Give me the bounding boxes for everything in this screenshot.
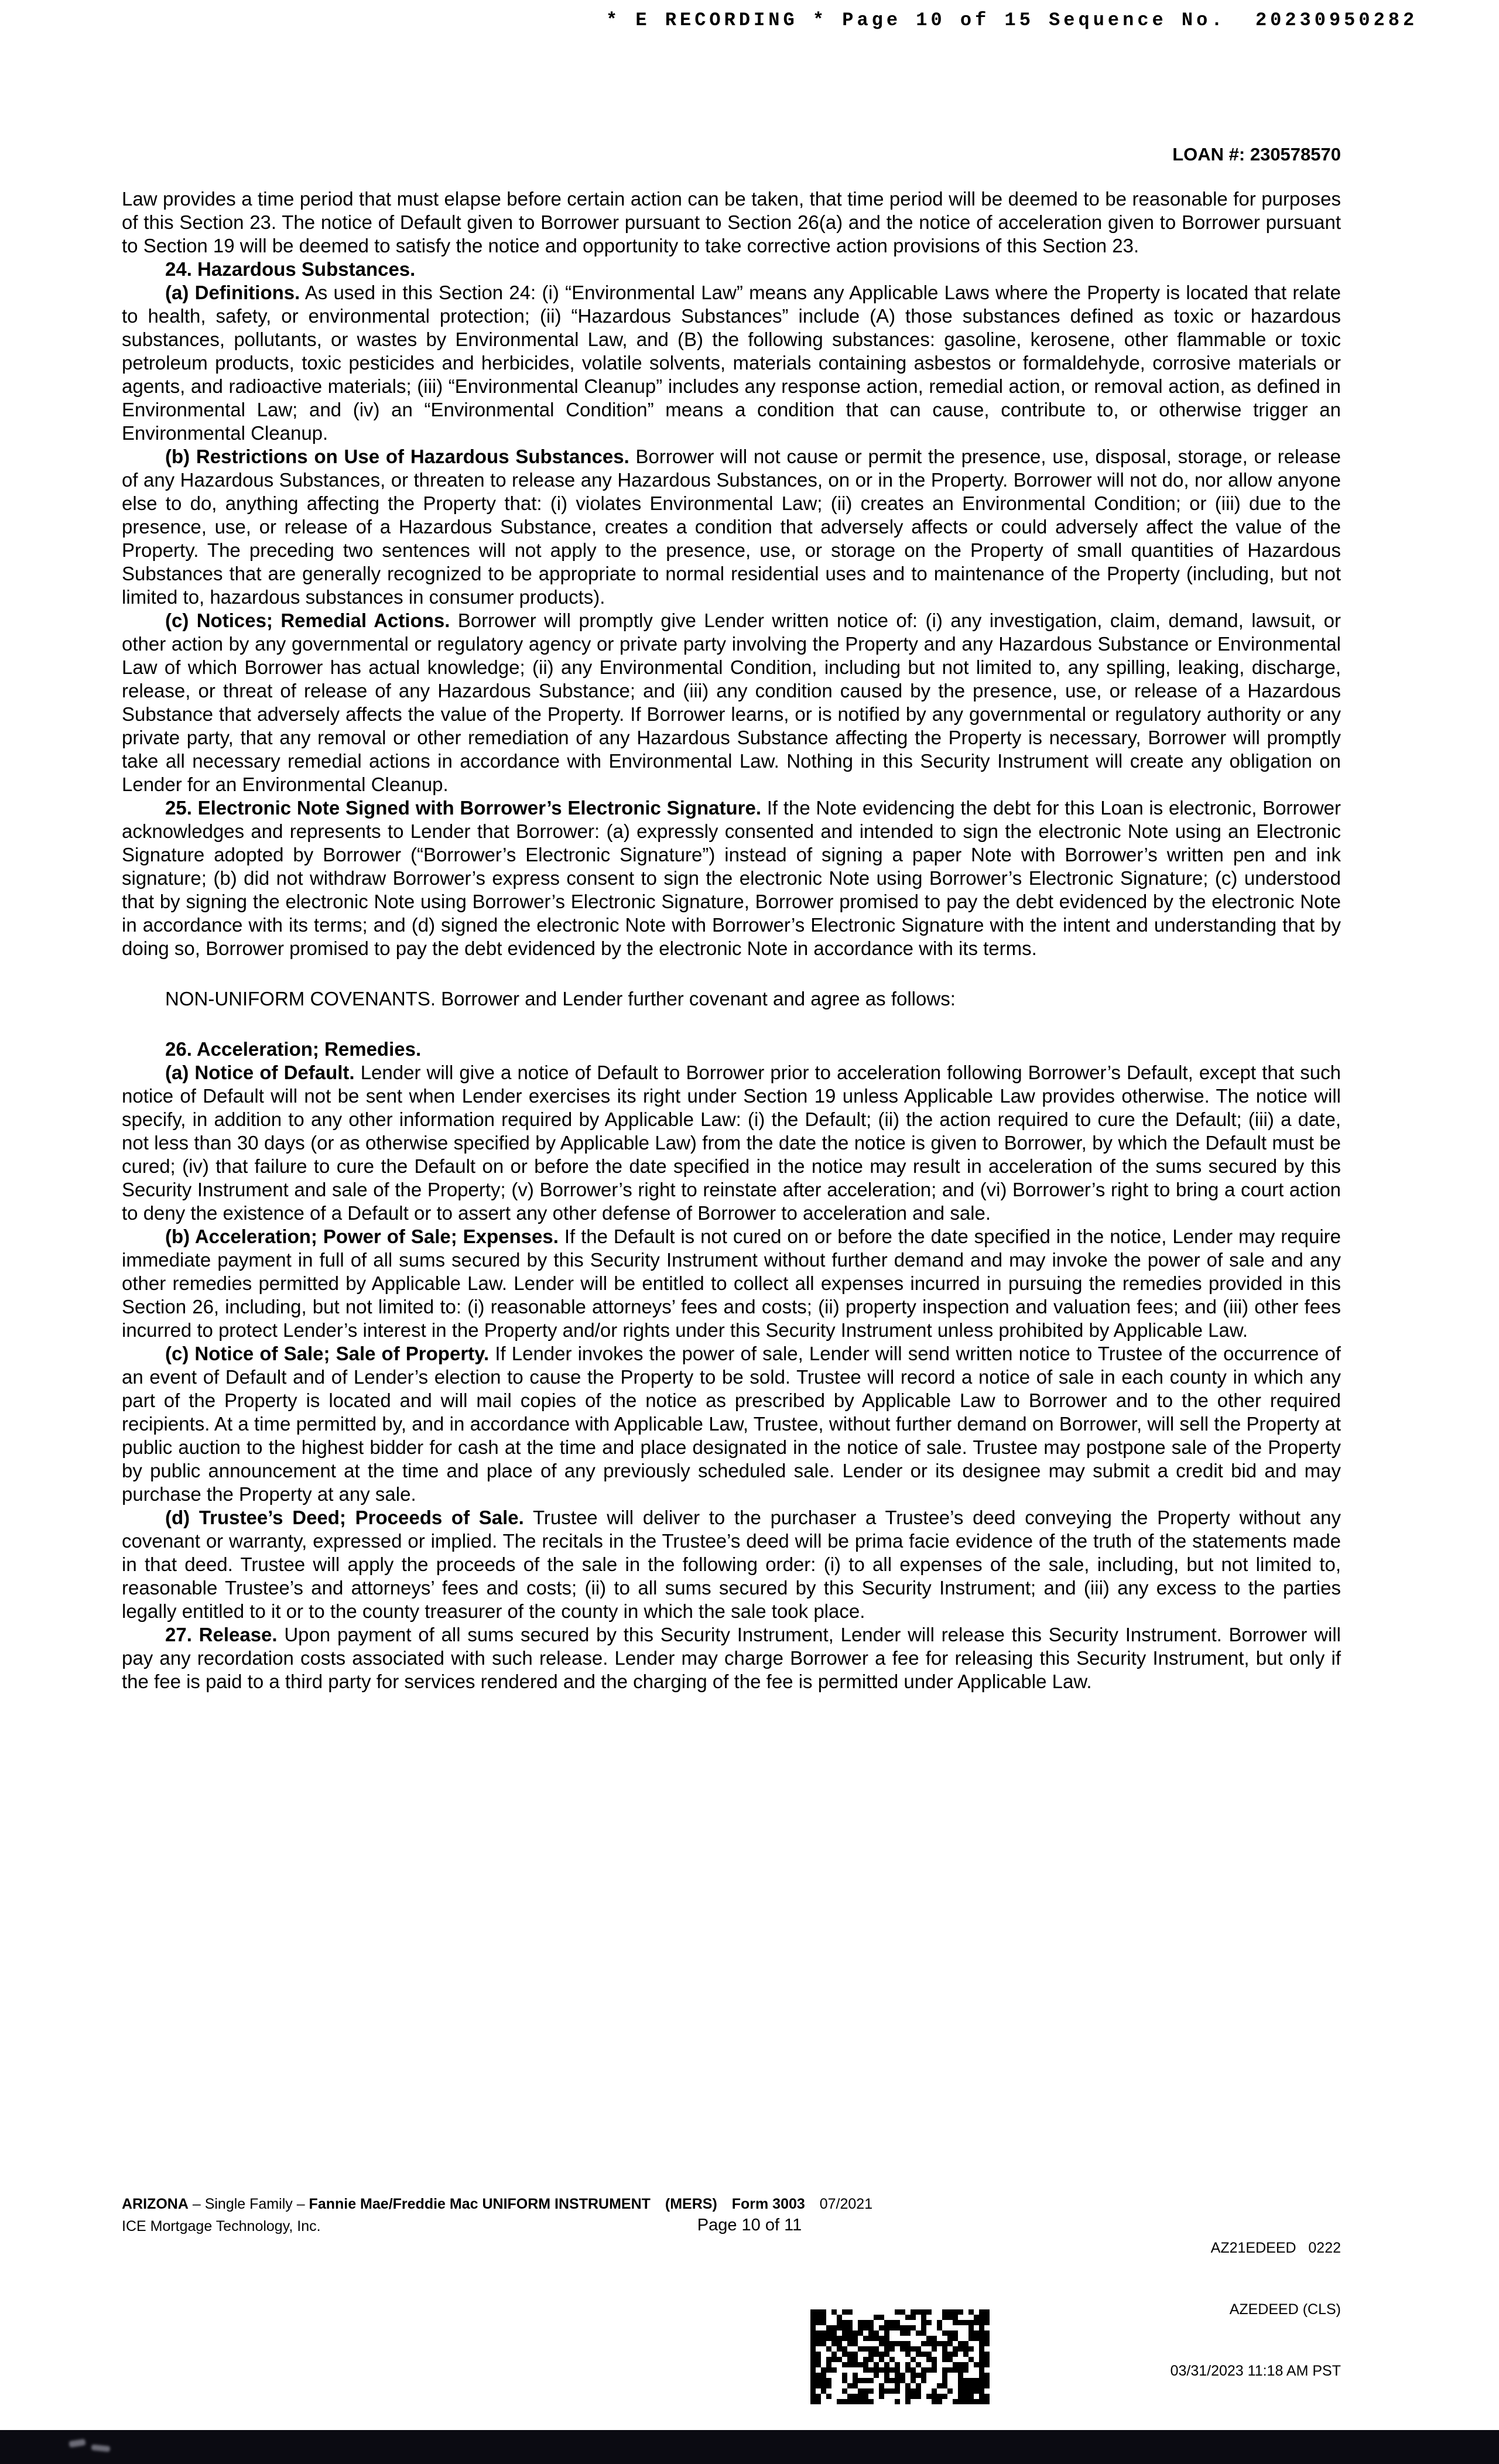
section-label: (c) Notices; Remedial Actions. bbox=[165, 610, 450, 631]
footer-doc-code: AZ21EDEED 0222 bbox=[1210, 2240, 1341, 2256]
footer-form-number: Form 3003 bbox=[731, 2196, 805, 2212]
section-26b-acceleration-power-of-sale bbox=[122, 1225, 1341, 1342]
section-26c-notice-of-sale bbox=[122, 1342, 1341, 1506]
paragraph-text: Borrower will promptly give Lender written notice of: (i) any investigation, claim, demand, lawsuit, or other action by any governmental or regulatory agency or private party involving the Property and any Hazardous Substance or Environmental Law of which Borrower has actual knowledge; (ii) any Environmental Condition, including but not limited to, any spilling, leaking, discharge, release, or threat of release of any Hazardous Substance; and (iii) any condition caused by the presence, use, or release of a Hazardous Substance that adversely affects the value of the Property. If Borrower learns, or is notified by any governmental or regulatory authority or any private party, that any removal or other remediation of any Hazardous Substance affecting the Property is necessary, Borrower will promptly take all necessary remedial actions in accordance with Environmental Law. Nothing in this Security Instrument will create any obligation on Lender for an Environmental Cleanup. bbox=[122, 610, 1341, 795]
section-27-release bbox=[122, 1623, 1341, 1693]
footer-doc-code-cls: AZEDEED (CLS) bbox=[1229, 2301, 1341, 2318]
section-24b-restrictions bbox=[122, 445, 1341, 609]
footer-state: ARIZONA bbox=[122, 2196, 189, 2212]
loan-number: LOAN #: 230578570 bbox=[1172, 144, 1341, 165]
footer-timestamp: 03/31/2023 11:18 AM PST bbox=[1170, 2363, 1341, 2379]
section-heading-label: 26. Acceleration; Remedies. bbox=[165, 1038, 422, 1060]
section-26-heading bbox=[122, 1038, 1341, 1061]
continuation-paragraph bbox=[122, 187, 1341, 258]
paragraph-text: Upon payment of all sums secured by this Security Instrument, Lender will release this Security Instrument. Borrower will pay any recordation costs associated with such release. Lender may charge Borrower a fee for releasing this Security Instrument, but only if the fee is paid to a third party for services rendered and the charging of the fee is permitted under Applicable Law. bbox=[122, 1624, 1341, 1692]
section-heading-label: 24. Hazardous Substances. bbox=[165, 258, 416, 280]
section-label: (c) Notice of Sale; Sale of Property. bbox=[165, 1343, 490, 1364]
footer-family: – Single Family – bbox=[192, 2196, 305, 2212]
section-26d-trustees-deed bbox=[122, 1506, 1341, 1623]
section-label: 25. Electronic Note Signed with Borrower’s Electronic Signature. bbox=[165, 797, 762, 819]
paragraph-text: As used in this Section 24: (i) “Environmental Law” means any Applicable Laws where the Property is located that relate to health, safety, or environmental protection; (ii) “Hazardous Substances” include (A) those substances defined as toxic or hazardous substances, pollutants, or wastes by Environmental Law, and (B) the following substances: gasoline, kerosene, other flammable or toxic petroleum products, toxic pesticides and herbicides, volatile solvents, materials containing asbestos or formaldehyde, corrosive materials or agents, and radioactive materials; (iii) “Environmental Cleanup” includes any response action, remedial action, or removal action, as defined in Environmental Law; and (iv) an “Environmental Condition” means a condition that can cause, contribute to, or otherwise trigger an Environmental Cleanup. bbox=[122, 282, 1341, 444]
paragraph-text: If the Default is not cured on or before the date specified in the notice, Lender may require immediate payment in full of all sums secured by this Security Instrument without further demand and may invoke the power of sale and any other remedies permitted by Applicable Law. Lender will be entitled to collect all expenses incurred in pursuing the remedies provided in this Section 26, including, but not limited to: (i) reasonable attorneys’ fees and costs; (ii) property inspection and valuation fees; and (iii) other fees incurred to protect Lender’s interest in the Property and/or rights under this Security Instrument unless prohibited by Applicable Law. bbox=[122, 1226, 1341, 1341]
footer-form-identifier bbox=[122, 2196, 872, 2213]
section-24c-notices-remedial-actions bbox=[122, 609, 1341, 796]
section-label: (a) Definitions. bbox=[165, 282, 300, 303]
section-25-electronic-note bbox=[122, 796, 1341, 960]
section-label: (b) Restrictions on Use of Hazardous Substances. bbox=[165, 446, 629, 467]
bottom-bar-artifact bbox=[91, 2444, 111, 2452]
section-label: 27. Release. bbox=[165, 1624, 278, 1645]
paragraph-text: Lender will give a notice of Default to Borrower prior to acceleration following Borrower’s Default, except that such notice of Default will not be sent when Lender exercises its right under Section 19 unless Applicable Law provides otherwise. The notice will specify, in addition to any other information required by Applicable Law: (i) the Default; (ii) the action required to cure the Default; (iii) a date, not less than 30 days (or as otherwise specified by Applicable Law) from the date the notice is given to Borrower, by which the Default must be cured; (iv) that failure to cure the Default on or before the date specified in the notice may result in acceleration of the sums secured by this Security Instrument and sale of the Property; (v) Borrower’s right to reinstate after acceleration; and (vi) Borrower’s right to bring a court action to deny the existence of a Default or to assert any other defense of Borrower to acceleration and sale. bbox=[122, 1062, 1341, 1224]
bottom-bar bbox=[0, 2430, 1499, 2464]
section-label: (d) Trustee’s Deed; Proceeds of Sale. bbox=[165, 1507, 524, 1528]
page-indicator: Page 10 of 11 bbox=[697, 2216, 802, 2234]
section-26a-notice-of-default bbox=[122, 1061, 1341, 1225]
datamatrix-barcode bbox=[810, 2309, 990, 2404]
footer-instrument: Fannie Mae/Freddie Mac UNIFORM INSTRUMENT bbox=[309, 2196, 651, 2212]
footer-form-date: 07/2021 bbox=[819, 2196, 873, 2212]
footer-company: ICE Mortgage Technology, Inc. bbox=[122, 2218, 321, 2234]
non-uniform-covenants-intro bbox=[122, 987, 1341, 1011]
bottom-bar-artifact bbox=[69, 2439, 85, 2448]
footer-document-codes bbox=[1171, 2197, 1341, 2422]
section-24a-definitions bbox=[122, 281, 1341, 445]
paragraph-text: NON-UNIFORM COVENANTS. Borrower and Lender further covenant and agree as follows: bbox=[165, 988, 956, 1009]
document-body bbox=[122, 187, 1341, 1693]
section-label: (b) Acceleration; Power of Sale; Expenses. bbox=[165, 1226, 559, 1247]
paragraph-text: Borrower will not cause or permit the presence, use, disposal, storage, or release of any Hazardous Substances, or threaten to release any Hazardous Substances, on or in the Property. Borrower will not do, nor allow anyone else to do, anything affecting the Property that: (i) violates Environmental Law; (ii) creates an Environmental Condition; or (iii) due to the presence, use, or release of a Hazardous Substance, creates a condition that adversely affects or could adversely affect the value of the Property. The preceding two sentences will not apply to the presence, use, or storage on the Property of small quantities of Hazardous Substances that are generally recognized to be appropriate to normal residential uses and to maintenance of the Property (including, but not limited to, hazardous substances in consumer products). bbox=[122, 446, 1341, 608]
paragraph-text: Law provides a time period that must elapse before certain action can be taken, that time period will be deemed to be reasonable for purposes of this Section 23. The notice of Default given to Borrower pursuant to Section 26(a) and the notice of acceleration given to Borrower pursuant to Section 19 will be deemed to satisfy the notice and opportunity to take corrective action provisions of this Section 23. bbox=[122, 188, 1341, 256]
e-recording-header: * E RECORDING * Page 10 of 15 Sequence No. 20230950282 bbox=[606, 9, 1418, 31]
footer-mers: (MERS) bbox=[665, 2196, 717, 2212]
paragraph-text: If Lender invokes the power of sale, Lender will send written notice to Trustee of the occurrence of an event of Default and of Lender’s election to cause the Property to be sold. Trustee will record a notice of sale in each county in which any part of the Property is located and will mail copies of the notice as prescribed by Applicable Law to Borrower and to the other required recipients. At a time permitted by, and in accordance with Applicable Law, Trustee, without further demand on Borrower, will sell the Property at public auction to the highest bidder for cash at the time and place designated in the notice of sale. Trustee may postpone sale of the Property by public announcement at the time and place of any previously scheduled sale. Lender or its designee may submit a credit bid and may purchase the Property at any sale. bbox=[122, 1343, 1341, 1505]
paragraph-text: If the Note evidencing the debt for this Loan is electronic, Borrower acknowledges and represents to Lender that Borrower: (a) expressly consented and intended to sign the electronic Note using an Electronic Signature adopted by Borrower (“Borrower’s Electronic Signature”) instead of signing a paper Note with Borrower’s written pen and ink signature; (b) did not withdraw Borrower’s express consent to sign the electronic Note using Borrower’s Electronic Signature; (c) understood that by signing the electronic Note using Borrower’s Electronic Signature, Borrower promised to pay the debt evidenced by the electronic Note in accordance with its terms; and (d) signed the electronic Note with Borrower’s Electronic Signature with the intent and understanding that by doing so, Borrower promised to pay the debt evidenced by the electronic Note in accordance with its terms. bbox=[122, 797, 1341, 959]
section-24-heading bbox=[122, 258, 1341, 281]
paragraph-text: Trustee will deliver to the purchaser a Trustee’s deed conveying the Property without any covenant or warranty, expressed or implied. The recitals in the Trustee’s deed will be prima facie evidence of the truth of the statements made in that deed. Trustee will apply the proceeds of the sale in the following order: (i) to all expenses of the sale, including, but not limited to, reasonable Trustee’s and attorneys’ fees and costs; (ii) to all sums secured by this Security Instrument; and (iii) any excess to the parties legally entitled to it or to the county treasurer of the county in which the sale took place. bbox=[122, 1507, 1341, 1622]
section-label: (a) Notice of Default. bbox=[165, 1062, 355, 1083]
